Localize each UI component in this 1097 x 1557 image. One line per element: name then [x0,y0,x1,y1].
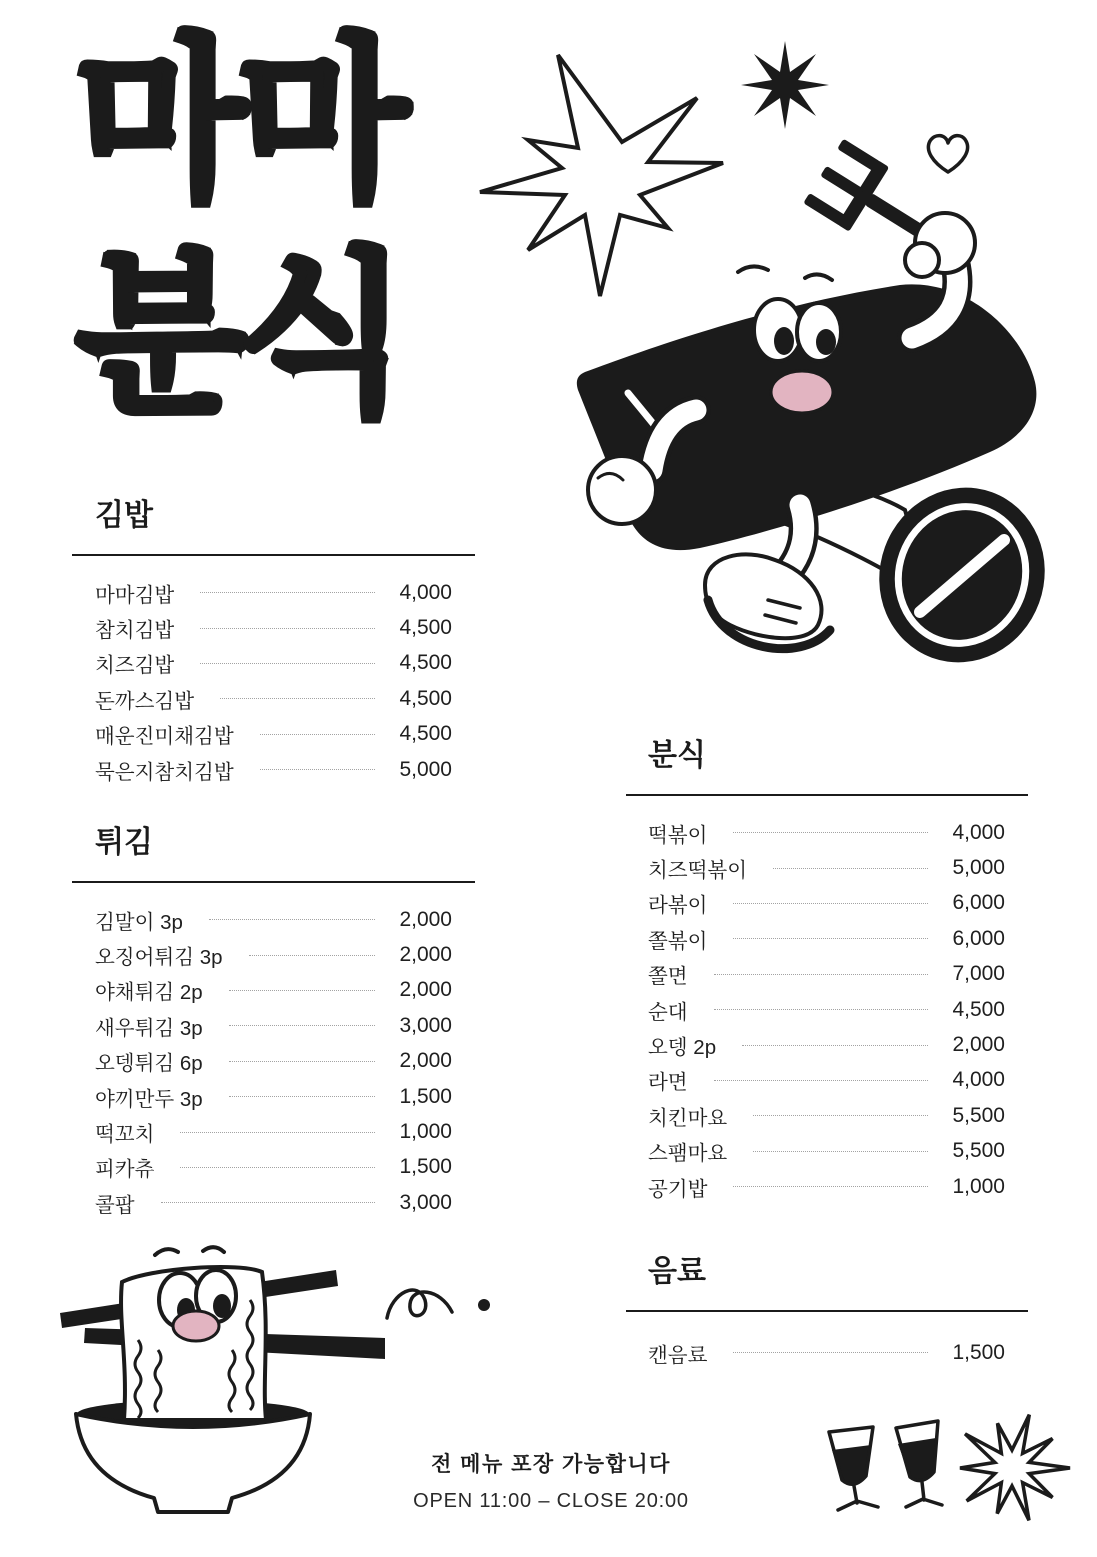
menu-item-price: 2,000 [399,943,452,967]
store-title-line-2: 분식 [76,233,401,438]
section-heading: 튀김 [95,826,153,859]
menu-item-name: 라볶이 [648,894,708,918]
dotted-leader [733,1352,928,1353]
menu-item-price: 7,000 [952,962,1005,986]
menu-item [95,902,452,937]
menu-item-price: 1,500 [399,1155,452,1179]
wine-glass-icon [896,1421,942,1507]
section-heading: 음료 [648,1255,706,1288]
menu-item-name: 공기밥 [648,1177,708,1201]
menu-list [626,815,1028,1204]
dotted-leader [714,974,928,975]
menu-item [95,681,452,716]
starburst-icon [480,55,723,296]
menu-item-price: 5,000 [399,757,452,781]
menu-item [648,886,1005,921]
squiggle-icon [387,1290,452,1318]
mascot-fist [588,456,656,524]
mascot-shoe-sole [855,464,1069,685]
dotted-leader [249,955,375,956]
menu-item-price: 2,000 [952,1033,1005,1057]
menu-item-price: 4,000 [952,1068,1005,1092]
dotted-leader [200,592,375,593]
menu-item [95,1185,452,1220]
menu-item [95,610,452,645]
menu-item-price: 6,000 [952,926,1005,950]
dotted-leader [229,1096,375,1097]
menu-item [95,646,452,681]
menu-item-price: 4,500 [399,722,452,746]
menu-item-price: 3,000 [399,1013,452,1037]
menu-item-price: 6,000 [952,891,1005,915]
menu-item-name: 김말이 3p [95,910,183,934]
menu-item-name: 쫄볶이 [648,929,708,953]
menu-item-name: 오뎅 2p [648,1036,717,1060]
dotted-leader [773,868,928,869]
menu-list [72,902,475,1221]
menu-item-name: 치즈떡볶이 [648,859,748,883]
menu-item-name: 오뎅튀김 6p [95,1052,203,1076]
mascot-sneaker [705,554,830,648]
star-icon [741,41,829,129]
dotted-leader [220,698,375,699]
menu-item [648,1335,1005,1370]
menu-item [95,1114,452,1149]
menu-item-price: 5,500 [952,1139,1005,1163]
section-divider [626,794,1028,796]
menu-item-name: 치킨마요 [648,1106,728,1130]
menu-item [648,1098,1005,1133]
menu-item [95,1044,452,1079]
heart-icon [928,136,967,172]
section-fried [72,825,475,1221]
menu-item-name: 야채튀김 2p [95,981,203,1005]
menu-item-price: 2,000 [399,978,452,1002]
ramen-bowl-mascot-illustration [60,1247,385,1512]
dotted-leader [229,1025,375,1026]
section-heading: 김밥 [95,499,153,532]
menu-item [648,1063,1005,1098]
menu-item-name: 쫄면 [648,965,688,989]
dotted-leader [753,1115,928,1116]
menu-item-name: 마마김밥 [95,583,175,607]
menu-list [626,1335,1028,1370]
menu-item [648,850,1005,885]
dotted-leader [180,1167,375,1168]
menu-item-name: 묵은지참치김밥 [95,760,234,784]
section-drinks [626,1254,1028,1370]
menu-item [648,957,1005,992]
dotted-leader [200,663,375,664]
menu-item [648,1169,1005,1204]
menu-item [648,921,1005,956]
section-divider [72,881,475,883]
dotted-leader [714,1080,928,1081]
menu-item [648,1027,1005,1062]
menu-item-price: 4,500 [399,616,452,640]
menu-item-name: 라면 [648,1071,688,1095]
menu-item [95,717,452,752]
opening-hours: OPEN 11:00 – CLOSE 20:00 [413,1490,689,1512]
ramen-nose [173,1311,219,1341]
menu-item-price: 3,000 [399,1190,452,1214]
menu-item-price: 1,000 [399,1120,452,1144]
menu-item-name: 오징어튀김 3p [95,946,223,970]
menu-item-name: 돈까스김밥 [95,689,195,713]
menu-item-price: 4,000 [399,580,452,604]
menu-item-name: 야끼만두 3p [95,1087,203,1111]
menu-item [648,1134,1005,1169]
dotted-leader [733,938,928,939]
menu-item-price: 1,500 [399,1084,452,1108]
menu-item-price: 4,500 [399,686,452,710]
mascot-nose [771,371,833,413]
dotted-leader [229,990,375,991]
dotted-leader [229,1061,375,1062]
dotted-leader [209,919,375,920]
dotted-leader [200,628,375,629]
starburst-icon [960,1415,1070,1521]
dotted-leader [714,1009,928,1010]
menu-item-price: 5,500 [952,1103,1005,1127]
menu-item-name: 떡볶이 [648,823,708,847]
menu-item [95,937,452,972]
menu-item-name: 치즈김밥 [95,654,175,678]
menu-item [95,1008,452,1043]
bowl [76,1414,310,1512]
menu-item-name: 콜팝 [95,1193,135,1217]
menu-item-name: 매운진미채김밥 [95,725,234,749]
dotted-leader [733,832,928,833]
menu-item [95,752,452,787]
menu-item-price: 4,000 [952,820,1005,844]
menu-item [95,1079,452,1114]
menu-item-name: 순대 [648,1000,688,1024]
menu-item [95,973,452,1008]
wine-glass-icon [829,1427,878,1510]
menu-item-name: 피카츄 [95,1158,155,1182]
dotted-leader [180,1132,375,1133]
menu-item-price: 1,500 [952,1340,1005,1364]
takeout-notice: 전 메뉴 포장 가능합니다 [431,1453,671,1476]
section-kimbap [72,498,475,787]
dotted-leader [260,734,375,735]
menu-item-price: 4,500 [952,997,1005,1021]
dotted-leader [260,769,375,770]
menu-item-name: 새우튀김 3p [95,1016,203,1040]
menu-item [648,992,1005,1027]
store-title-line-1: 마마 [76,19,401,224]
section-divider [626,1310,1028,1312]
menu-item-price: 2,000 [399,907,452,931]
dotted-leader [742,1045,928,1046]
menu-item-name: 떡꼬치 [95,1123,155,1147]
dotted-leader [753,1151,928,1152]
menu-item-price: 2,000 [399,1049,452,1073]
dotted-leader [733,903,928,904]
mascot-eyes [754,299,841,361]
menu-item-name: 캔음료 [648,1343,708,1367]
menu-item [95,575,452,610]
dotted-leader [161,1202,375,1203]
menu-item-price: 1,000 [952,1174,1005,1198]
section-heading: 분식 [648,739,706,772]
section-snacks [626,738,1028,1204]
menu-item-name: 스팸마요 [648,1142,728,1166]
dotted-leader [733,1186,928,1187]
menu-item [95,1150,452,1185]
menu-item [648,815,1005,850]
menu-item-price: 4,500 [399,651,452,675]
menu-item-name: 참치김밥 [95,619,175,643]
section-divider [72,554,475,556]
dot-icon [478,1299,490,1311]
menu-list [72,575,475,787]
menu-item-price: 5,000 [952,856,1005,880]
